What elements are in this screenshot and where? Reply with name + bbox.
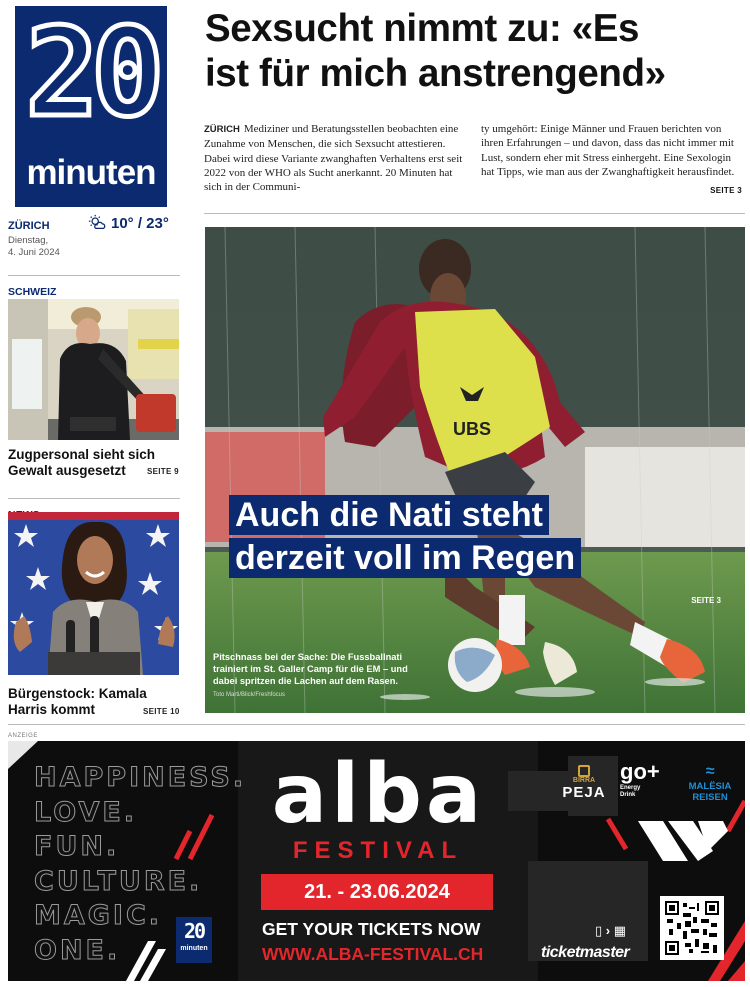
ad-dates: 21. - 23.06.2024 xyxy=(261,874,493,910)
page-ref: SEITE 3 xyxy=(710,186,742,195)
bib-sponsor-text: UBS xyxy=(453,419,492,439)
logo-word: minuten xyxy=(26,153,156,192)
logo-number: 20 xyxy=(25,6,157,144)
ad-slogan xyxy=(34,761,246,968)
slogan-word: FUN. xyxy=(34,831,120,862)
football-training-photo xyxy=(205,227,745,713)
photo-caption: Pitschnass bei der Sache: Die Fussballnati trainiert im St. Galler Camp für die EM – und dabei spritzen die Lachen auf dem Rasen. xyxy=(213,652,408,686)
slogan-word: CULTURE. xyxy=(34,865,203,897)
divider xyxy=(8,275,180,276)
sponsor-malesia xyxy=(680,763,740,803)
divider xyxy=(8,724,745,725)
ad-logo-number: 20 xyxy=(183,919,205,943)
lead-text-col2: ty umgehört: Einige Männer und Frauen berichten von ihren Erfahrungen – und davon, dass das nicht immer mit Lust, sondern eher mit Stress einhergeht. Eine Sexologin hat Tipps, wie man aus der Zwanghaftigkeit herausfindet. xyxy=(481,123,735,178)
headline-line: Sexsucht nimmt zu: «Es xyxy=(205,7,640,50)
ad-cta[interactable]: GET YOUR TICKETS NOW xyxy=(262,919,481,939)
edition-region: ZÜRICH xyxy=(8,220,50,232)
sponsor-small: BIRRA xyxy=(572,777,596,784)
slogan-word: MAGIC. xyxy=(34,900,163,931)
qr-code-icon xyxy=(665,901,719,955)
photo-credit: Toto Marti/Blick/Freshfocus xyxy=(213,692,286,698)
edition-weekday: Dienstag, xyxy=(8,235,49,246)
photo-headline-line: Auch die Nati steht xyxy=(229,495,549,535)
temperature: 10° / 23° xyxy=(111,214,169,232)
ad-festival: FESTIVAL xyxy=(292,837,464,864)
headline-line: ist für mich anstrengend» xyxy=(205,52,666,95)
sun-cloud-icon xyxy=(88,214,106,232)
sponsor-name: go+ xyxy=(620,759,660,784)
ad-banner[interactable] xyxy=(8,741,745,981)
slogan-word: LOVE. xyxy=(34,796,138,828)
teaser-title-line: Bürgenstock: Kamala xyxy=(8,686,147,701)
page-ref: SEITE 10 xyxy=(143,707,180,716)
lead-headline[interactable] xyxy=(205,6,745,96)
ad-brand: alba xyxy=(271,747,486,842)
edition-date: 4. Juni 2024 xyxy=(8,247,60,258)
page-ref: SEITE 3 xyxy=(691,596,721,605)
sponsor-peja xyxy=(556,765,612,801)
lead-text: Mediziner und Beratungsstellen beobachten eine Zunahme von Menschen, die sich Sexsucht attestieren. Dabei wird diese Variante zwanghaften Verhaltens erst seit 2022 von der WHO als Sucht anerkannt. 20 Minuten hat sich in der Communi- xyxy=(204,123,463,194)
ad-label: ANZEIGE xyxy=(8,733,38,739)
dateline: ZÜRICH xyxy=(204,124,240,135)
ad-url[interactable]: WWW.ALBA-FESTIVAL.CH xyxy=(262,944,484,964)
ticketmaster-logo: ticketmaster xyxy=(541,944,630,961)
wave-icon: ≈ xyxy=(705,763,715,780)
ad-20minuten-logo xyxy=(176,917,212,963)
photo-headline[interactable] xyxy=(229,495,581,581)
teaser-image-harris[interactable] xyxy=(8,512,179,675)
crest-icon xyxy=(578,765,590,777)
divider xyxy=(8,498,180,499)
slogan-word: ONE. xyxy=(34,934,121,966)
teaser-image-train[interactable] xyxy=(8,299,179,440)
teaser-title-line: Harris kommt xyxy=(8,702,96,717)
qr-code[interactable] xyxy=(660,896,724,960)
sponsor-goplus xyxy=(620,759,676,799)
teaser-title-line: Zugpersonal sieht sich xyxy=(8,447,156,462)
photo-headline-line: derzeit voll im Regen xyxy=(229,538,581,578)
phone-to-qr-icon: ▯ › ▦ xyxy=(595,923,626,938)
teaser-kicker: SCHWEIZ xyxy=(8,286,57,298)
sponsor-name: PEJA xyxy=(562,784,606,801)
lead-text-col1 xyxy=(204,122,469,194)
weather-widget xyxy=(88,214,169,232)
sponsor-sub: Energy Drink xyxy=(620,785,641,798)
masthead-logo[interactable] xyxy=(15,6,167,207)
page-ref: SEITE 9 xyxy=(147,467,179,476)
slogan-word: HAPPINESS. xyxy=(34,762,247,793)
ad-logo-word: minuten xyxy=(180,945,208,952)
divider xyxy=(204,213,745,214)
main-photo[interactable] xyxy=(205,227,745,713)
teaser-title-line: Gewalt ausgesetzt xyxy=(8,463,126,478)
sponsor-name: MALËSIA REISEN xyxy=(688,781,732,803)
